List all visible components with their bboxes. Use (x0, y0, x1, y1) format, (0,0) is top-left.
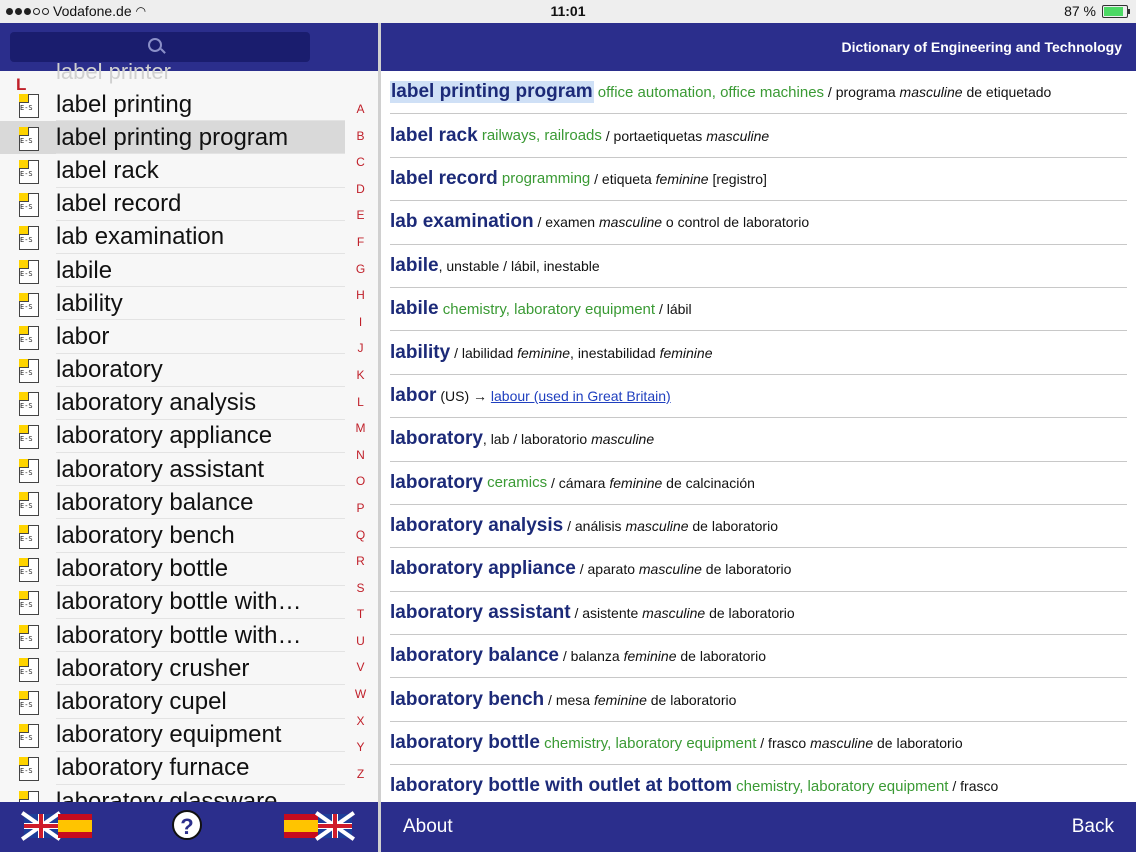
word-label: laboratory bottle with… (56, 621, 302, 649)
dictionary-entry-icon: E-S (17, 724, 39, 746)
dictionary-entry-icon: E-S (17, 392, 39, 414)
translation-text: de laboratorio (676, 648, 766, 665)
index-letter[interactable]: E (356, 208, 365, 223)
entry-detail-pane (381, 23, 1136, 852)
status-bar (0, 0, 1136, 23)
dictionary-entry-icon: E-S (17, 160, 39, 182)
headword: laboratory appliance (390, 558, 576, 580)
translation-text: / frasco (948, 778, 999, 795)
headword: labile (390, 254, 439, 276)
index-letter[interactable]: J (357, 341, 364, 356)
word-label: laboratory bottle with… (56, 588, 302, 616)
translation-text: , unstable / lábil, inestable (438, 257, 600, 274)
word-list-item[interactable] (0, 88, 345, 121)
word-list-item[interactable] (0, 154, 345, 187)
dictionary-entry[interactable] (390, 71, 1127, 114)
subject-domain: chemistry, laboratory equipment (539, 734, 757, 752)
word-list-item[interactable] (0, 420, 345, 453)
dictionary-entry[interactable] (390, 158, 1127, 201)
subject-domain: office automation, office machines (593, 83, 825, 101)
dictionary-entry[interactable] (390, 245, 1127, 288)
dictionary-entry[interactable] (390, 201, 1127, 244)
gender-label: masculine (638, 561, 702, 578)
dictionary-entry[interactable] (390, 418, 1127, 461)
gender-label: masculine (598, 214, 663, 231)
index-letter[interactable]: O (355, 474, 366, 489)
word-label: laboratory assistant (56, 455, 265, 483)
headword: label record (390, 167, 498, 189)
dictionary-entry[interactable] (390, 288, 1127, 331)
word-list-item[interactable] (0, 519, 345, 552)
word-list[interactable] (0, 88, 345, 802)
word-list-item[interactable] (0, 486, 345, 519)
word-list-item[interactable] (0, 752, 345, 785)
spain-flag-icon (284, 814, 318, 838)
gender-label: feminine (623, 648, 677, 665)
dictionary-entry-icon: E-S (17, 625, 39, 647)
index-letter[interactable]: V (356, 660, 365, 675)
index-letter[interactable]: P (356, 500, 365, 515)
dictionary-entry-icon: E-S (17, 293, 39, 315)
headword: lability (390, 341, 451, 363)
word-list-item[interactable] (0, 453, 345, 486)
word-list-pane (0, 23, 381, 852)
headword: laboratory (390, 428, 483, 450)
word-label: lab examination (56, 223, 225, 251)
wifi-icon: ◠ (135, 4, 147, 18)
word-label: laboratory balance (56, 488, 254, 516)
help-button[interactable]: ? (172, 810, 202, 840)
headword: label rack (390, 124, 478, 146)
subject-domain: railways, railroads (477, 127, 602, 145)
word-list-item[interactable] (0, 320, 345, 353)
word-label: labile (56, 256, 113, 284)
search-input[interactable] (10, 32, 310, 62)
translation-text: de etiquetado (962, 84, 1052, 101)
gender-label: masculine (899, 84, 963, 101)
right-toolbar (381, 802, 1136, 852)
translation-text: / frasco (756, 735, 811, 752)
translation-text: / asistente (570, 604, 643, 621)
index-letter[interactable]: X (356, 713, 365, 728)
dictionary-entry-icon: E-S (17, 260, 39, 282)
translation-text: / examen (533, 214, 599, 231)
word-list-item[interactable] (0, 719, 345, 752)
translation-text: / cámara (547, 474, 610, 491)
word-list-item[interactable] (0, 586, 345, 619)
index-letter[interactable]: R (356, 554, 365, 569)
back-button[interactable]: Back (1071, 816, 1114, 837)
index-letter[interactable]: T (356, 607, 365, 622)
translation-text: de laboratorio (873, 735, 963, 752)
dictionary-entry-icon: E-S (17, 558, 39, 580)
index-letter[interactable]: I (358, 314, 363, 329)
section-header: L (16, 75, 27, 94)
word-list-item[interactable] (0, 188, 345, 221)
translation-text: , lab / laboratorio (482, 431, 592, 448)
index-letter[interactable]: Z (356, 766, 365, 781)
dictionary-entry[interactable] (390, 635, 1127, 678)
word-label: laboratory equipment (56, 721, 282, 749)
index-letter[interactable]: D (356, 181, 365, 196)
word-list-item[interactable] (0, 254, 345, 287)
dictionary-entry-icon: E-S (17, 127, 39, 149)
word-label: laboratory (56, 356, 163, 384)
index-letter[interactable]: L (357, 394, 364, 409)
subject-domain: programming (497, 170, 591, 188)
dictionary-entry[interactable] (390, 678, 1127, 721)
gender-label: feminine (655, 170, 709, 187)
word-list-item[interactable] (0, 287, 345, 320)
dictionary-entry[interactable] (390, 592, 1127, 635)
index-letter[interactable]: K (356, 367, 365, 382)
battery-icon (1102, 5, 1128, 18)
index-letter[interactable]: H (356, 288, 365, 303)
translation-text: / análisis (563, 518, 626, 535)
translation-text: / balanza (558, 648, 624, 665)
translation-text: de laboratorio (705, 604, 795, 621)
word-label: laboratory crusher (56, 654, 250, 682)
translation-text: / mesa (544, 691, 594, 708)
dictionary-entry-icon: E-S (17, 359, 39, 381)
word-label: laboratory cupel (56, 687, 227, 715)
index-letter[interactable]: A (356, 102, 365, 116)
about-button[interactable]: About (403, 816, 453, 837)
dictionary-entry-icon: E-S (17, 658, 39, 680)
dictionary-entry-icon: E-S (17, 691, 39, 713)
english-to-spanish-button[interactable] (24, 812, 94, 840)
word-list-item[interactable] (0, 221, 345, 254)
translation-text: / aparato (575, 561, 639, 578)
subject-domain: chemistry, laboratory equipment (438, 300, 656, 318)
alphabet-index[interactable] (345, 96, 376, 787)
word-label: laboratory appliance (56, 422, 273, 450)
word-label: label printing program (56, 123, 289, 151)
headword: laboratory balance (390, 645, 559, 667)
translation-text: o control de laboratorio (662, 214, 810, 231)
word-label: labor (56, 322, 110, 350)
dictionary-entry[interactable] (390, 548, 1127, 591)
index-letter[interactable]: G (355, 261, 366, 276)
word-label: laboratory analysis (56, 389, 257, 417)
word-label: label rack (56, 156, 159, 184)
entry-list[interactable] (381, 71, 1136, 802)
gender-label: feminine (593, 691, 647, 708)
headword: lab examination (390, 211, 534, 233)
translation-text: / lábil (655, 301, 692, 318)
word-label: laboratory bottle (56, 555, 229, 583)
headword: laboratory bottle with outlet at bottom (390, 775, 732, 797)
subject-domain: ceramics (482, 474, 548, 492)
word-list-item[interactable] (0, 387, 345, 420)
cross-reference-link[interactable]: labour (used in Great Britain) (490, 387, 671, 404)
headword: laboratory analysis (390, 515, 564, 537)
gender-label: feminine (609, 474, 663, 491)
spain-flag-icon (58, 814, 92, 838)
headword: laboratory bottle (390, 732, 540, 754)
dictionary-entry-icon: E-S (17, 425, 39, 447)
word-label: laboratory bench (56, 522, 235, 550)
word-list-item[interactable] (0, 685, 345, 718)
dictionary-entry[interactable] (390, 331, 1127, 374)
dictionary-entry[interactable] (390, 375, 1127, 418)
dictionary-entry-icon: E-S (17, 326, 39, 348)
dictionary-entry[interactable] (390, 114, 1127, 157)
translation-text: [registro] (708, 170, 767, 187)
dictionary-entry-icon: E-S (17, 591, 39, 613)
dictionary-entry-icon: E-S (17, 94, 39, 116)
dictionary-entry-icon: E-S (17, 459, 39, 481)
index-letter[interactable]: C (356, 155, 365, 170)
scrolled-item-partial: label printer (56, 59, 171, 84)
dictionary-entry[interactable] (390, 505, 1127, 548)
headword: labor (390, 384, 437, 406)
battery-percent: 87 % (1064, 3, 1096, 19)
word-label: label printing (56, 90, 193, 118)
gender-label: feminine (517, 344, 571, 361)
carrier-name: Vodafone.de (53, 3, 132, 19)
index-letter[interactable]: Q (355, 527, 366, 542)
headword: laboratory assistant (390, 601, 571, 623)
gender-label: masculine (642, 604, 706, 621)
dictionary-entry-icon: E-S (17, 226, 39, 248)
search-icon (148, 38, 162, 52)
translation-text: de laboratorio (701, 561, 792, 578)
word-label: label record (56, 190, 182, 218)
gender-label: masculine (706, 127, 770, 144)
translation-text: de laboratorio (646, 691, 737, 708)
headword: label printing program (391, 81, 593, 103)
dictionary-entry-icon: E-S (17, 193, 39, 215)
gender-label: masculine (625, 518, 689, 535)
word-list-item[interactable] (0, 619, 345, 652)
left-toolbar (0, 802, 378, 852)
gender-label: masculine (591, 431, 655, 448)
headword: laboratory (390, 471, 483, 493)
index-letter[interactable]: M (355, 421, 366, 436)
translation-text: (US) → (436, 387, 491, 404)
clock: 11:01 (550, 3, 586, 19)
uk-flag-icon (318, 814, 352, 838)
dictionary-entry[interactable] (390, 462, 1127, 505)
index-letter[interactable]: S (356, 580, 365, 595)
word-label: lability (56, 289, 123, 317)
translation-text: de laboratorio (688, 518, 778, 535)
dictionary-entry-icon: E-S (17, 757, 39, 779)
translation-text: / etiqueta (590, 170, 656, 187)
headword: labile (390, 298, 439, 320)
translation-text: / portaetiquetas (601, 127, 707, 144)
headword: laboratory bench (390, 688, 545, 710)
dictionary-entry-icon: E-S (17, 492, 39, 514)
spanish-to-english-button[interactable] (284, 812, 354, 840)
dictionary-entry[interactable] (390, 722, 1127, 765)
index-letter[interactable]: Y (356, 740, 365, 755)
word-list-item[interactable] (0, 354, 345, 387)
dictionary-title: Dictionary of Engineering and Technology (841, 39, 1122, 55)
index-letter[interactable]: U (356, 633, 365, 648)
word-list-item[interactable] (0, 652, 345, 685)
word-list-item[interactable] (0, 121, 345, 154)
index-letter[interactable]: W (354, 687, 367, 702)
translation-text: de calcinación (662, 474, 755, 491)
gender-label: feminine (659, 344, 713, 361)
index-letter[interactable]: B (356, 128, 365, 143)
word-list-item[interactable] (0, 553, 345, 586)
gender-label: masculine (810, 735, 874, 752)
index-letter[interactable]: N (356, 447, 365, 462)
translation-text: / labilidad (450, 344, 518, 361)
subject-domain: chemistry, laboratory equipment (731, 777, 949, 795)
translation-text: , inestabilidad (570, 344, 660, 361)
dictionary-entry-icon: E-S (17, 525, 39, 547)
translation-text: / programa (824, 84, 900, 101)
index-letter[interactable]: F (356, 234, 365, 249)
header (381, 23, 1136, 71)
word-label: laboratory furnace (56, 754, 250, 782)
uk-flag-icon (24, 814, 58, 838)
